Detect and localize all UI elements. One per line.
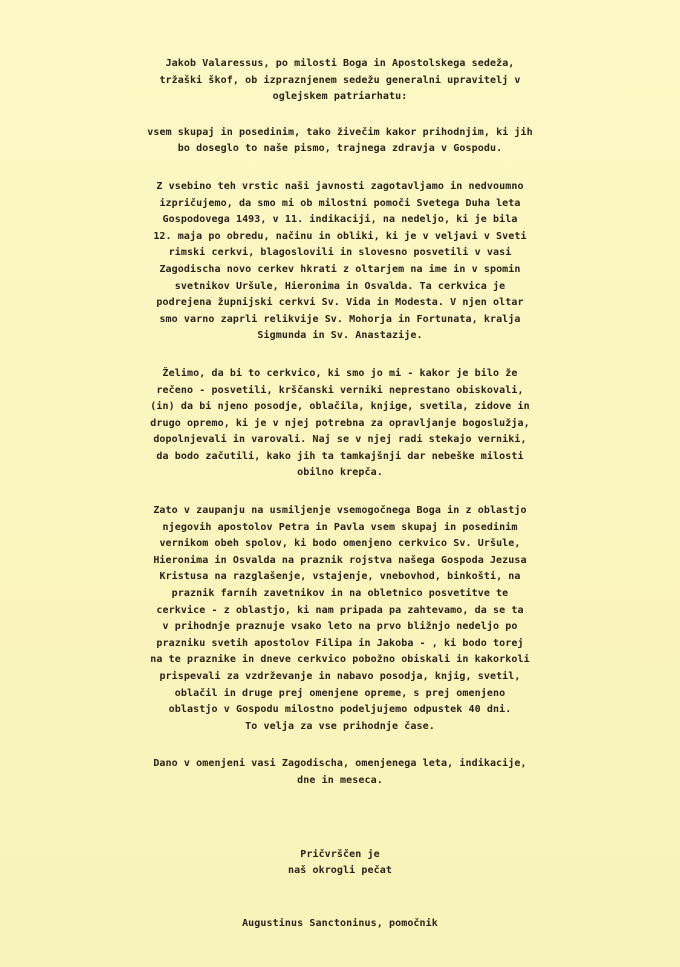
text-line: drugo opremo, ki je v njej potrebna za opravljanje bogoslužja, [150,417,530,429]
paragraph-indulgence [30,503,650,735]
text-line: Želimo, da bi to cerkvico, ki smo jo mi - kakor je bilo že [162,367,518,379]
text-line: rimski cerkvi, blagoslovili in slovesno posvetili v vasi [168,247,512,259]
paragraph-wishes [30,366,650,482]
text-line: podrejena župnijski cerkvi Sv. Vida in Modesta. V njen oltar [156,297,524,309]
text-line: Sigmunda in Sv. Anastazije. [257,330,423,342]
text-line: oglejskem patriarhatu: [272,91,408,103]
paragraph-salutation-sender [30,56,650,106]
text-line: njegovih apostolov Petra in Pavla vsem skupaj in posedinim [162,521,518,533]
text-line: bo doseglo to naše pismo, trajnega zdravja v Gospodu. [177,143,503,155]
text-line: Gospodovega 1493, v 11. indikaciji, na nedeljo, ki je bila [162,214,518,226]
paragraph-consecration [30,179,650,345]
text-line: vernikom obeh spolov, ki bodo omenjeno cerkvico Sv. Uršule, [159,538,521,550]
paragraph-salutation-recipients [30,125,650,158]
text-line: cerkvice - z oblastjo, ki nam pripada pa zahtevamo, da se ta [156,604,524,616]
text-line: dne in meseca. [297,774,383,786]
text-line: praznik farnih zavetnikov in na obletnico posvetitve te [171,588,509,600]
text-line: smo varno zaprli relikvije Sv. Mohorja in Fortunata, kralja [159,313,521,325]
text-line: izpričujemo, da smo mi ob milostni pomoči Svetega Duha leta [159,197,521,209]
text-line: rečeno - posvetili, krščanski verniki neprestano obiskovali, [156,384,524,396]
text-line: vsem skupaj in posedinim, tako živečim kakor prihodnjim, ki jih [147,126,533,138]
signature [30,916,650,933]
text-line: (in) da bi njeno posodje, oblačila, knjige, svetila, zidove in [150,401,530,413]
text-line: Hieronima in Osvalda na praznik rojstva našega Gospoda Jezusa [153,554,527,566]
text-line: Kristusa na razglašenje, vstajenje, vnebovhod, binkošti, na [159,571,521,583]
text-line: Pričvrščen je [300,848,380,860]
text-line: Zagodischa novo cerkev hkrati z oltarjem na ime in v spomin [159,263,521,275]
text-line: svetnikov Uršule, Hieronima in Osvalda. Ta cerkvica je [174,280,506,292]
signature-text: Augustinus Sanctoninus, pomočnik [242,917,438,929]
text-line: prispevali za vzdrževanje in nabavo posodja, knjig, svetil, [159,671,521,682]
text-line: To velja za vse prihodnje čase. [245,720,435,732]
text-line: naš okrogli pečat [287,865,393,877]
text-line: obilno krepča. [297,467,383,479]
text-line: na te praznike in dneve cerkvico pobožno obiskali in kakorkoli [150,654,530,666]
text-line: prazniku svetih apostolov Filipa in Jakoba - , ki bodo torej [156,637,524,649]
text-line: tržaški škof, ob izpraznjenem sedežu generalni upravitelj v [159,74,521,86]
text-line: oblačil in druge prej omenjene opreme, s prej omenjeno [174,687,506,699]
text-line: Zato v zaupanju na usmiljenje vsemogočnega Boga in z oblastjo [153,505,527,517]
text-line: da bodo začutili, kako jih ta tamkajšnji dar nebeške milosti [156,450,524,462]
text-line: Z vsebino teh vrstic naši javnosti zagotavljamo in nedvoumno [156,180,524,192]
text-line: Jakob Valaressus, po milosti Boga in Apostolskega sedeža, [165,58,515,69]
text-line: 12. maja po obredu, načinu in obliki, ki je v veljavi v Sveti [153,230,527,242]
seal-note [30,847,650,880]
text-line: oblastjo v Gospodu milostno podeljujemo odpustek 40 dni. [168,704,512,716]
text-line: v prihodnje praznuje vsako leto na prvo bližnjo nedeljo po [162,621,518,633]
paragraph-dating [30,756,650,789]
text-line: dopolnjevali in varovali. Naj se v njej radi stekajo verniki, [153,434,527,446]
text-line: Dano v omenjeni vasi Zagodischa, omenjenega leta, indikacije, [153,758,527,770]
